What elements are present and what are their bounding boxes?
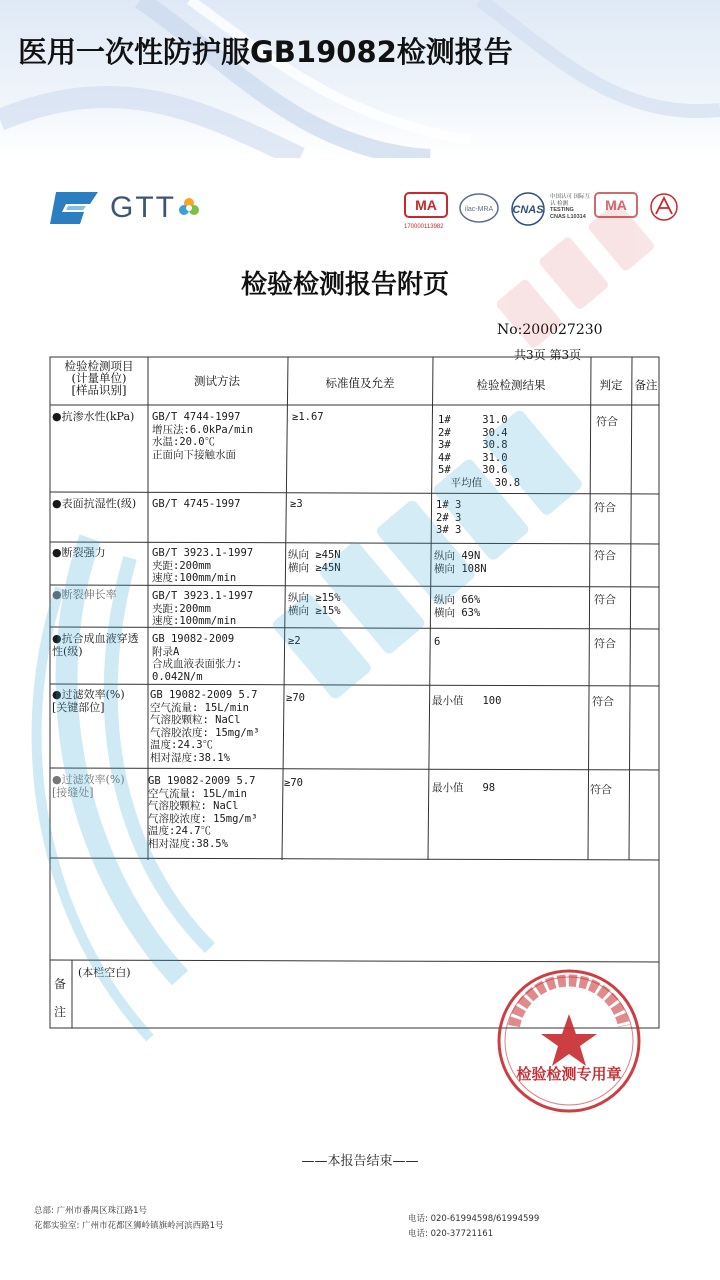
header-judgement: 判定 [599,378,623,392]
inspection-seal [494,966,644,1116]
row7-judgement: 符合 [590,784,612,796]
svg-text:MA: MA [605,197,627,213]
row3-result: 纵向 49N 横向 108N [434,550,487,575]
row3-judgement: 符合 [594,550,616,562]
footer-phone-2: 电话: 020-37721161 [408,1229,494,1239]
gtt-logo [50,188,200,228]
seal-ring-icon [494,966,644,1116]
banner-swoosh-decoration [0,0,720,158]
page-title: 医用一次性防护服GB19082检测报告 [18,35,513,69]
row3-item: ●断裂强力 [52,547,106,559]
report-page-count: 共3页 第3页 [514,348,582,362]
row2-judgement: 符合 [594,502,616,514]
row6-result: 最小值 100 [432,695,502,707]
row6-standard: ≥70 [286,692,305,704]
row7-method: GB 19082-2009 5.7 空气流量: 15L/min 气溶胶颗粒: NaCl 气溶胶浓度: 15mg/m³ 温度:24.7℃ 相对湿度:38.5% [148,775,258,850]
cnas-number: CNAS L10314 [550,213,586,220]
row7-item: ●过滤效率(%) [接缝处] [52,774,125,799]
row4-result: 纵向 66% 横向 63% [434,594,481,619]
row4-judgement: 符合 [594,594,616,606]
row2-method: GB/T 4745-1997 [152,498,241,510]
row7-standard: ≥70 [284,777,303,789]
row6-item: ●过滤效率(%) [关键部位] [52,689,125,714]
row6-judgement: 符合 [592,696,614,708]
row2-item: ●表面抗湿性(级) [52,498,137,510]
footer-addresses [34,1204,223,1234]
cma-mark-icon [404,192,448,230]
row4-standard: 纵向 ≥15% 横向 ≥15% [288,592,341,617]
remarks-label-top: 备 [54,978,67,991]
report-document [0,158,720,1280]
header-standard: 标准值及允差 [325,376,395,390]
row4-method: GB/T 3923.1-1997 夹距:200mm 速度:100mm/min [152,590,254,627]
cma-number: 170000113982 [404,224,444,230]
cnas-testing-text: TESTING [550,207,574,213]
gtt-logo-text: GTT [110,191,176,224]
cal-mark-icon [647,192,681,227]
footer-phones [408,1212,539,1242]
footer-phone-1: 电话: 020-61994598/61994599 [408,1214,540,1224]
row5-judgement: 符合 [594,638,616,650]
header-item: 检验检测项目 (计量单位) [样品识别] [64,359,134,397]
header-method: 测试方法 [194,374,240,388]
row5-item: ●抗合成血液穿透 性(级) [52,633,139,658]
row1-result: 1# 31.0 2# 30.4 3# 30.8 4# 31.0 5# 30.6 平均值 30.8 [438,414,521,489]
row6-method: GB 19082-2009 5.7 空气流量: 15L/min 气溶胶颗粒: NaCl 气溶胶浓度: 15mg/m³ 温度:24.3℃ 相对湿度:38.1% [150,689,260,764]
gtt-flower-icon [178,197,200,219]
svg-text:ilac-MRA: ilac-MRA [464,206,494,213]
header-remark: 备注 [634,378,658,392]
row1-method: GB/T 4744-1997 增压法:6.0kPa/min 水温:20.0℃ 正面向下接触水面 [152,411,254,461]
svg-text:MA: MA [415,197,437,213]
row3-method: GB/T 3923.1-1997 夹距:200mm 速度:100mm/min [152,547,254,584]
report-end-text: ——本报告结束—— [301,1154,419,1169]
row1-item: ●抗渗水性(kPa) [52,411,135,423]
ilac-mra-mark-icon [458,192,500,229]
cnas-text-block [550,194,592,220]
row2-result: 1# 3 2# 3 3# 3 [436,499,462,536]
footer-lab-address: 花都实验室: 广州市花都区狮岭镇旗岭河滨西路1号 [34,1221,224,1231]
row5-standard: ≥2 [288,635,301,647]
row5-result: 6 [434,636,441,648]
remarks-label-bottom: 注 [54,1006,67,1019]
remarks-content: (本栏空白) [78,967,131,979]
row5-method: GB 19082-2009 附录A 合成血液表面张力: 0.042N/m [152,633,243,683]
cma-mark-2-icon [594,192,638,223]
svg-text:CNAS: CNAS [512,204,544,216]
row3-standard: 纵向 ≥45N 横向 ≥45N [288,549,341,574]
row2-standard: ≥3 [290,498,303,510]
header-result: 检验检测结果 [476,378,546,392]
report-number: No:200027230 [497,322,603,338]
footer-hq-address: 总部: 广州市番禺区珠江路1号 [34,1206,147,1216]
row1-standard: ≥1.67 [292,411,324,423]
cnas-mark-icon [506,192,550,231]
gtt-emblem-icon [50,190,100,226]
seal-text: 检验检测专用章 [516,1065,622,1083]
banner [0,0,720,158]
row7-result: 最小值 98 [432,782,496,794]
cnas-top-text: 中国认可 国际互认 检测 [550,194,591,207]
certification-marks [404,192,689,232]
row1-judgement: 符合 [596,416,618,428]
row4-item: ●断裂伸长率 [52,589,117,601]
report-title: 检验检测报告附页 [240,270,449,300]
